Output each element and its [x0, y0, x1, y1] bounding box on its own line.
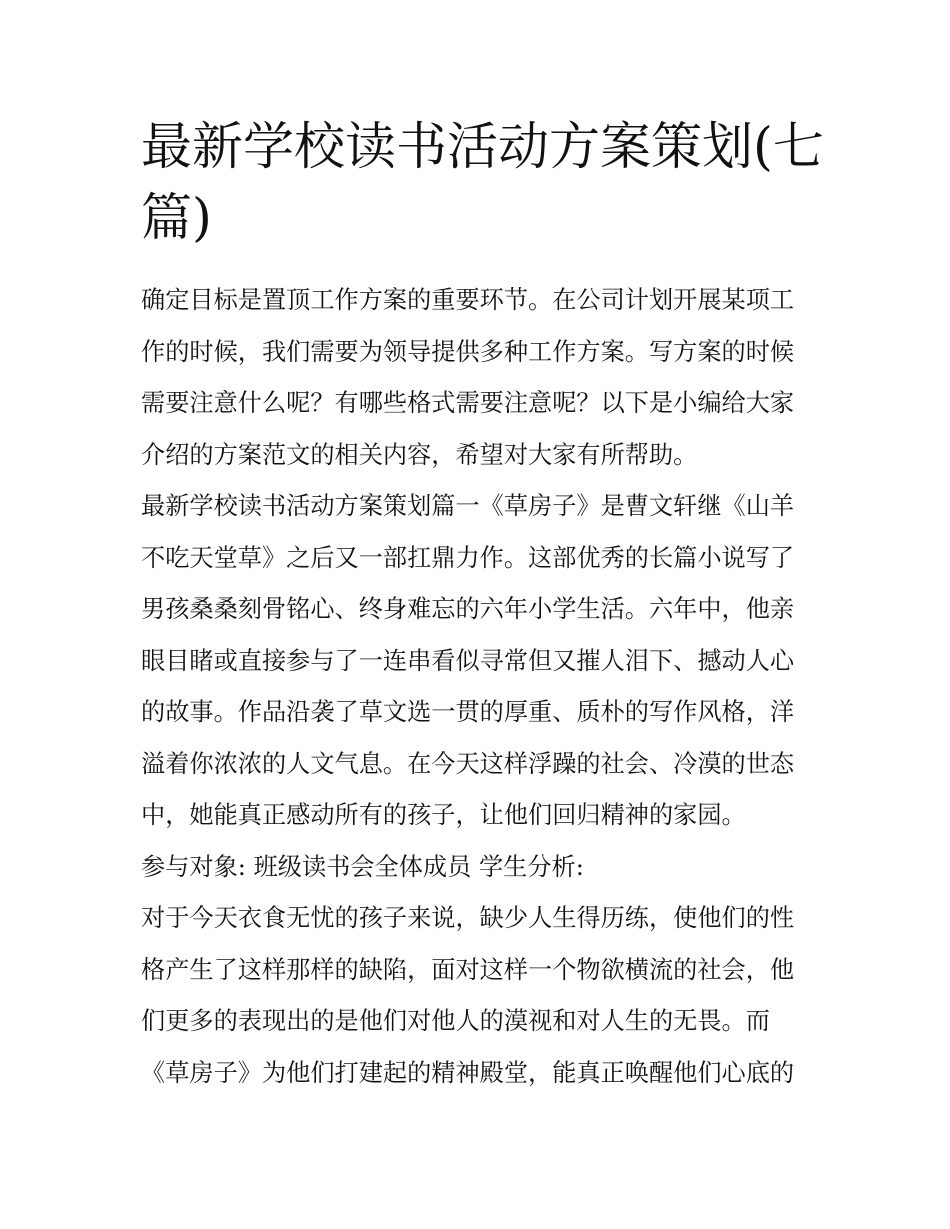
text-line: 《草房子》为他们打建起的精神殿堂，能真正唤醒他们心底的 [141, 1058, 795, 1087]
participants-paragraph [141, 842, 816, 894]
student-analysis-paragraph [141, 893, 816, 1099]
text-line: 需要注意什么呢？有哪些格式需要注意呢？以下是小编给大家 [141, 389, 795, 417]
document-body [141, 112, 824, 1099]
text-line: 男孩桑桑刻骨铭心、终身难忘的六年小学生活。六年中，他亲 [141, 595, 795, 623]
text-line: 们更多的表现出的是他们对他人的漠视和对人生的无畏。而 [141, 1007, 770, 1035]
text-line: 溢着你浓浓的人文气息。在今天这样浮躁的社会、冷漠的世态 [141, 749, 795, 778]
title-line: 篇) [141, 189, 212, 248]
text-line: 的故事。作品沿袭了草文选一贯的厚重、质朴的写作风格，洋 [141, 698, 795, 726]
text-line: 作的时候，我们需要为领导提供多种工作方案。写方案的时候 [141, 337, 795, 366]
text-line: 中，她能真正感动所有的孩子，让他们回归精神的家园。 [141, 801, 746, 829]
text-line: 眼目睹或直接参与了一连串看似寻常但又摧人泪下、撼动人心 [141, 646, 795, 675]
section-one-paragraph [141, 481, 816, 842]
text-line: 对于今天衣食无忧的孩子来说，缺少人生得历练，使他们的性 [141, 904, 795, 932]
text-line: 最新学校读书活动方案策划篇一《草房子》是曹文轩继《山羊 [141, 492, 795, 520]
document-title [141, 112, 824, 254]
text-line: 格产生了这样那样的缺陷，面对这样一个物欲横流的社会，他 [141, 955, 795, 984]
text-line: 不吃天堂草》之后又一部扛鼎力作。这部优秀的长篇小说写了 [141, 543, 795, 572]
text-line: 介绍的方案范文的相关内容，希望对大家有所帮助。 [141, 440, 698, 469]
intro-paragraph [141, 275, 816, 481]
text-line: 确定目标是置顶工作方案的重要环节。在公司计划开展某项工 [141, 286, 795, 314]
text-line: 参与对象: 班级读书会全体成员 学生分析: [141, 852, 584, 881]
title-line: 最新学校读书活动方案策划(七 [141, 118, 824, 177]
